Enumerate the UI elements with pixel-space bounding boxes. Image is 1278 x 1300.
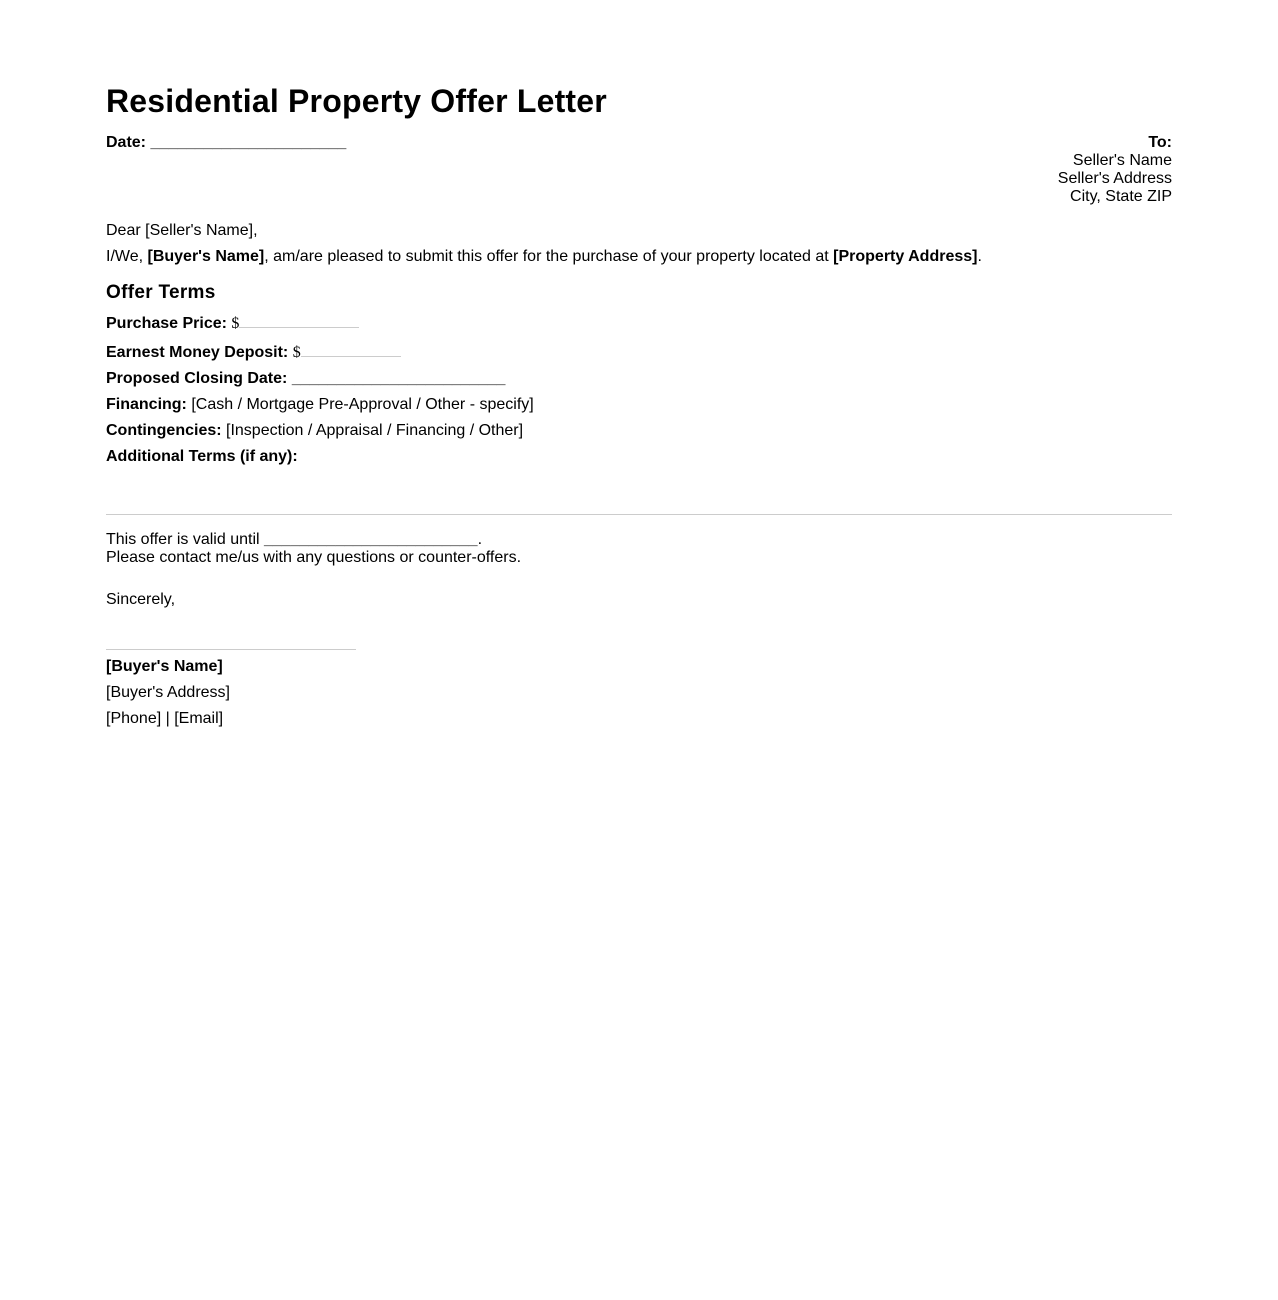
contingencies-label: Contingencies: [106,422,222,439]
validity-suffix: . [477,531,483,548]
validity-line [106,531,1172,549]
letter-header [106,134,1172,206]
section-divider [106,514,1172,515]
signature-line [106,649,356,650]
date-field [106,134,346,152]
financing-row [106,396,1172,414]
signature-buyer-name: [Buyer's Name] [106,658,223,675]
recipient-label: To: [1148,134,1172,151]
offer-terms-heading: Offer Terms [106,282,216,303]
greeting: Dear [Seller's Name], [106,222,258,239]
purchase-price-row [106,312,1172,333]
additional-terms-label: Additional Terms (if any): [106,448,298,465]
closing-date-label: Proposed Closing Date: [106,370,288,387]
purchase-price-field[interactable] [239,312,359,328]
recipient-name: Seller's Name [1072,152,1172,169]
validity-block [106,531,1172,567]
contingencies-value: [Inspection / Appraisal / Financing / Other] [226,422,524,439]
signature-contact: [Phone] | [Email] [106,710,224,727]
earnest-money-row [106,341,1172,362]
intro-prefix: I/We, [106,248,148,265]
closing-date-row [106,370,1172,388]
earnest-money-label: Earnest Money Deposit: [106,344,289,361]
document-title: Residential Property Offer Letter [106,83,607,119]
intro-property-address: [Property Address] [833,248,978,265]
additional-terms-space [106,466,1172,514]
earnest-money-field[interactable] [301,341,401,357]
intro-middle: , am/are pleased to submit this offer for the purchase of your property located at [264,248,834,265]
dollar-sign: $ [231,315,240,332]
closing-salutation: Sincerely, [106,591,176,608]
offer-letter-document [106,80,1172,728]
intro-suffix: . [977,248,982,265]
contingencies-row [106,422,1172,440]
recipient-address: Seller's Address [1057,170,1172,187]
recipient-block [1058,134,1172,206]
date-label: Date: [106,134,147,151]
financing-label: Financing: [106,396,187,413]
validity-prefix: This offer is valid until [106,531,264,548]
recipient-city-state-zip: City, State ZIP [1070,188,1172,205]
purchase-price-label: Purchase Price: [106,315,227,332]
dollar-sign: $ [292,344,301,361]
signature-buyer-address: [Buyer's Address] [106,684,230,701]
date-blank: ______________________ [150,134,347,151]
closing-date-blank: ________________________ [291,370,506,387]
additional-terms-row [106,448,1172,466]
financing-value: [Cash / Mortgage Pre-Approval / Other - specify] [191,396,534,413]
validity-date-blank: ________________________ [264,531,478,548]
contact-line: Please contact me/us with any questions or counter-offers. [106,549,522,566]
intro-paragraph [106,248,1172,266]
intro-buyer-name: [Buyer's Name] [147,248,265,265]
